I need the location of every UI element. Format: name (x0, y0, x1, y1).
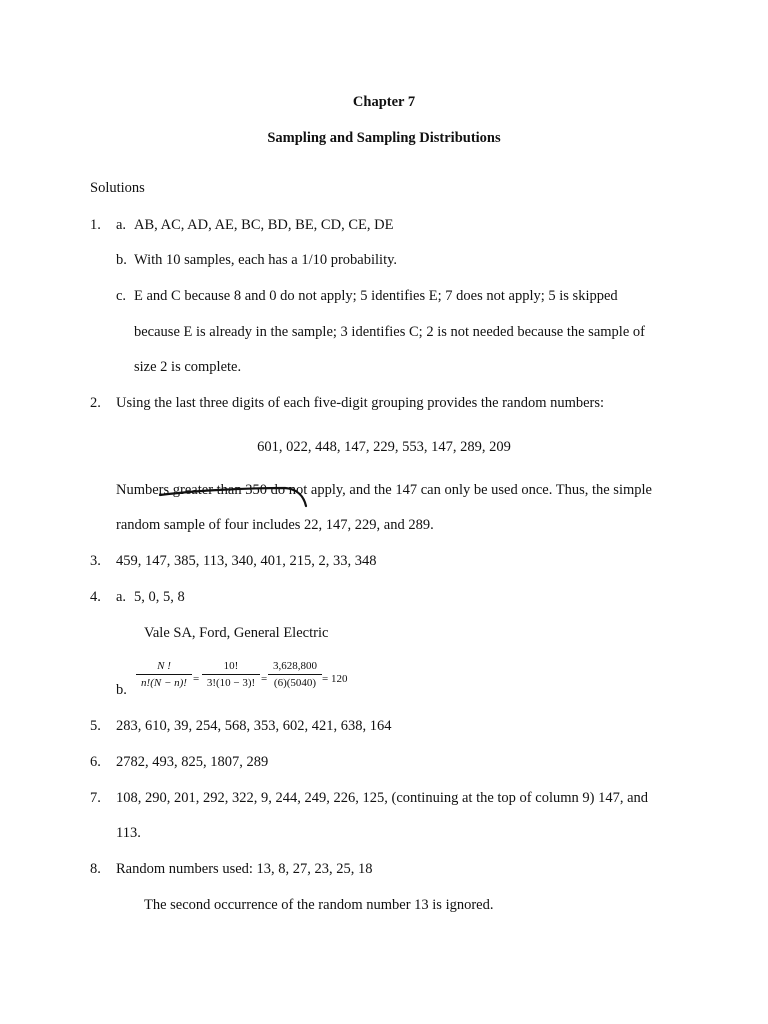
formula-f3-numerator: 3,628,800 (268, 660, 322, 675)
q4-a-companies: Vale SA, Ford, General Electric (144, 625, 329, 641)
formula-fraction-3 (268, 660, 322, 689)
q4-b-label: b. (116, 682, 127, 698)
formula-f3-denominator: (6)(5040) (273, 677, 317, 689)
q1-c-label: c. (116, 288, 127, 304)
section-heading: Solutions (90, 180, 145, 196)
q3-text: 459, 147, 385, 113, 340, 401, 215, 2, 33, 348 (116, 553, 377, 569)
formula-f2-denominator: 3!(10 − 3)! (206, 677, 256, 689)
q2-random-numbers: 601, 022, 448, 147, 229, 553, 147, 289, 209 (257, 439, 511, 455)
q3-number: 3. (90, 553, 101, 569)
formula-f1-denominator: n!(N − n)! (141, 677, 187, 689)
q2-number: 2. (90, 395, 101, 411)
q5-number: 5. (90, 718, 101, 734)
formula-result: = 120 (322, 673, 348, 685)
q2-line1: Using the last three digits of each five-digit grouping provides the random numbers: (116, 395, 605, 411)
formula-f1-numerator: N ! (136, 660, 192, 675)
formula-equals-2: = (261, 673, 268, 685)
q2-line2: Numbers greater than 350 do not apply, and the 147 can only be used once. Thus, the simple (116, 482, 652, 498)
q1-c-line2: because E is already in the sample; 3 identifies C; 2 is not needed because the sample of (134, 324, 645, 340)
q2-line3: random sample of four includes 22, 147, 229, and 289. (116, 517, 434, 533)
q6-text: 2782, 493, 825, 1807, 289 (116, 754, 269, 770)
q7-number: 7. (90, 790, 101, 806)
q7-line1: 108, 290, 201, 292, 322, 9, 244, 249, 226, 125, (continuing at the top of column 9) 147, and (116, 790, 649, 806)
formula-fraction-2 (202, 660, 260, 689)
q4-a-text: 5, 0, 5, 8 (134, 589, 185, 605)
q1-b-label: b. (116, 252, 127, 268)
chapter-title: Sampling and Sampling Distributions (267, 130, 501, 146)
q4-a-label: a. (116, 589, 127, 605)
q1-c-line3: size 2 is complete. (134, 359, 242, 375)
q1-a-label: a. (116, 217, 127, 233)
formula-fraction-1 (136, 660, 192, 689)
q1-number: 1. (90, 217, 101, 233)
formula-equals-1: = (193, 673, 200, 685)
q8-number: 8. (90, 861, 101, 877)
q8-line2: The second occurrence of the random number 13 is ignored. (144, 897, 494, 913)
q7-line2: 113. (116, 825, 141, 841)
q5-text: 283, 610, 39, 254, 568, 353, 602, 421, 638, 164 (116, 718, 392, 734)
q6-number: 6. (90, 754, 101, 770)
formula-f2-numerator: 10! (202, 660, 260, 675)
q1-a-text: AB, AC, AD, AE, BC, BD, BE, CD, CE, DE (134, 217, 394, 233)
chapter-heading: Chapter 7 (352, 94, 416, 110)
q1-c-line1: E and C because 8 and 0 do not apply; 5 identifies E; 7 does not apply; 5 is skipped (134, 288, 618, 304)
q8-line1: Random numbers used: 13, 8, 27, 23, 25, 18 (116, 861, 373, 877)
q1-b-text: With 10 samples, each has a 1/10 probability. (134, 252, 398, 268)
q4-number: 4. (90, 589, 101, 605)
